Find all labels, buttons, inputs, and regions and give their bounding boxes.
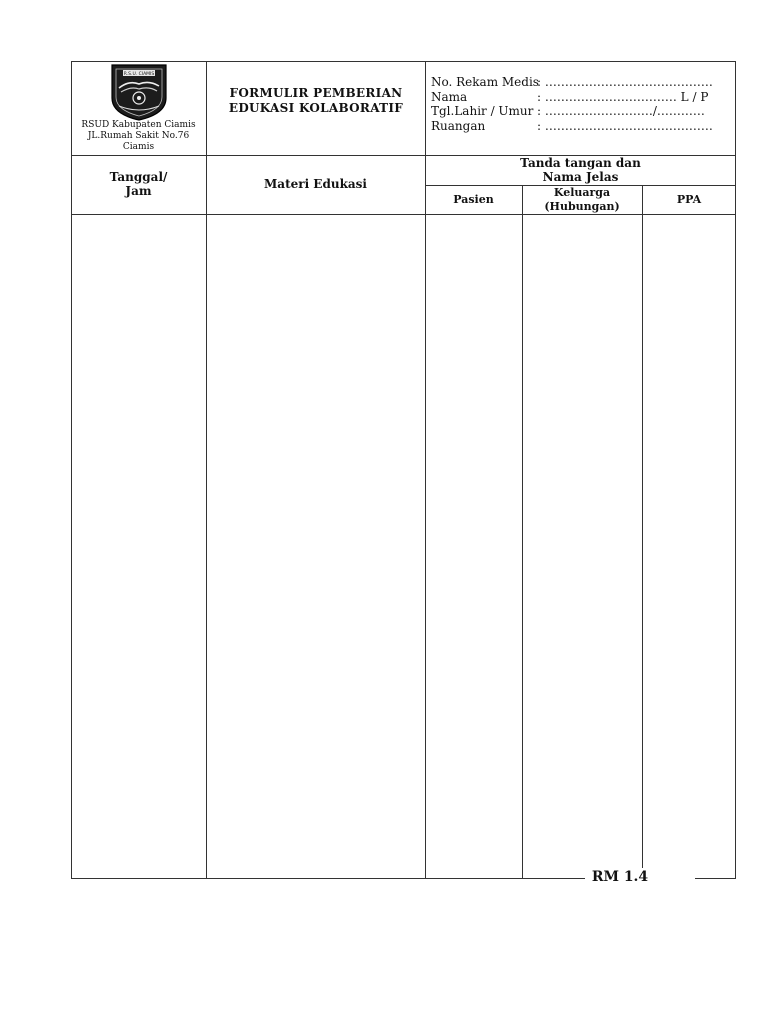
column-header-pasien [425,193,522,207]
hospital-name: RSUD Kabupaten Ciamis [81,120,196,130]
keluarga-label: Keluarga [553,186,611,199]
patient-info-row-tgl-lahir[interactable] [431,104,731,119]
form-title [207,86,425,116]
nama-field[interactable]: : …………………………… L / P [537,89,709,104]
form-title-line2: EDUKASI KOLABORATIF [228,101,404,115]
pasien-label: Pasien [453,193,494,206]
tanda-line1: Tanda tangan dan [520,156,641,170]
tgl-lahir-label: Tgl.Lahir / Umur [431,104,534,118]
hospital-address-block [73,120,204,153]
body-cell-tanggal[interactable] [72,215,205,878]
patient-info-row-ruangan[interactable] [431,119,731,134]
patient-info-block [431,75,731,133]
nama-label: Nama [431,89,468,104]
patient-info-row-rekam-medis[interactable] [431,75,731,90]
hospital-logo [109,62,169,122]
jam-label: Jam [125,184,152,198]
rekam-medis-field[interactable]: : …………………………………… [537,75,713,89]
ruangan-field[interactable]: : …………………………………… [537,118,713,133]
body-cell-ppa[interactable] [643,215,735,878]
ppa-label: PPA [676,193,702,206]
hospital-address: JL.Rumah Sakit No.76 [87,131,190,141]
hospital-city: Ciamis [122,142,155,152]
body-cell-keluarga[interactable] [523,215,641,878]
body-cell-pasien[interactable] [426,215,521,878]
body-cell-materi[interactable] [207,215,424,878]
rekam-medis-label: No. Rekam Medis [431,75,539,89]
column-header-tanda-tangan [425,156,736,184]
form-code: RM 1.4 [591,869,649,885]
column-header-materi [206,177,425,191]
logo-text: R.S.U. CIAMIS [123,72,155,77]
column-header-ppa [642,193,736,207]
materi-label: Materi Edukasi [264,177,367,191]
tanggal-label: Tanggal/ [109,170,168,184]
shield-emblem-icon [109,62,169,122]
tanda-line2: Nama Jelas [542,170,619,184]
patient-info-row-nama[interactable] [431,90,731,105]
ruangan-label: Ruangan [431,118,486,133]
form-title-line1: FORMULIR PEMBERIAN [229,86,403,100]
hubungan-label: (Hubungan) [544,200,620,213]
tgl-lahir-field[interactable]: : ………………………/………… [537,104,705,118]
column-header-tanggal [71,170,206,198]
column-header-keluarga [522,186,642,214]
